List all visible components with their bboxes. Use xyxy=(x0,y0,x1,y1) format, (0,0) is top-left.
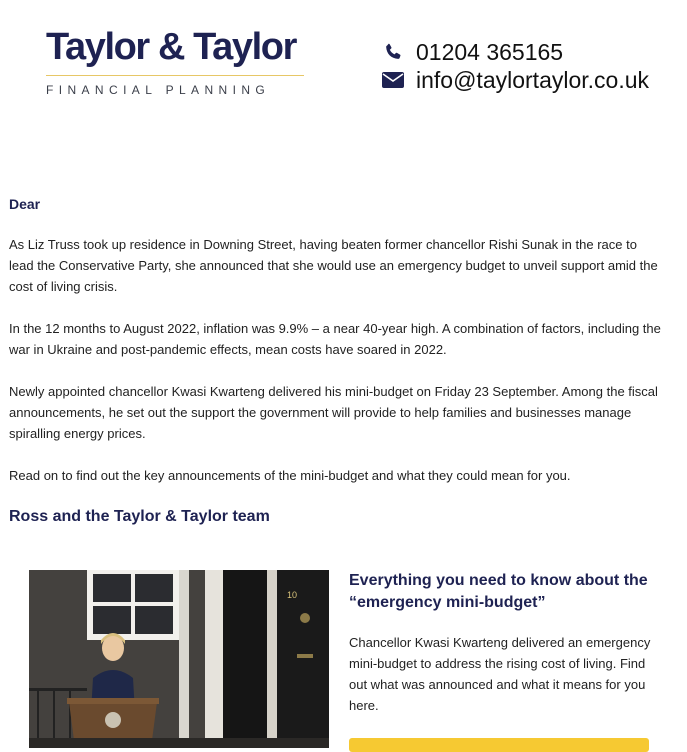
envelope-icon xyxy=(382,69,404,91)
greeting: Dear xyxy=(9,196,41,212)
door-number: 10 xyxy=(287,590,298,600)
email-header xyxy=(0,0,687,140)
phone-icon xyxy=(382,41,404,63)
article-text xyxy=(349,570,654,716)
logo-subtitle: FINANCIAL PLANNING xyxy=(46,83,271,97)
article-photo-downing-street[interactable] xyxy=(29,570,329,748)
email-address: info@taylortaylor.co.uk xyxy=(416,66,650,93)
article-summary: Chancellor Kwasi Kwarteng delivered an emergency mini-budget to address the rising cost of living. Find out what was announced and what it means for you here. xyxy=(349,635,651,713)
article-card xyxy=(29,570,654,748)
taylor-taylor-logo[interactable] xyxy=(46,26,306,97)
signoff: Ross and the Taylor & Taylor team xyxy=(9,508,270,525)
letter-body xyxy=(9,195,664,527)
logo-title: Taylor & Taylor xyxy=(46,26,296,68)
paragraph-minibudget: Newly appointed chancellor Kwasi Kwarteng delivered his mini-budget on Friday 23 September. Among the fiscal announcements, he set out the support the government will provide to help families and businesses manage spiralling energy prices. xyxy=(9,384,658,441)
read-more-button[interactable] xyxy=(349,738,649,752)
email-row[interactable] xyxy=(382,66,649,94)
phone-number: 01204 365165 xyxy=(416,38,564,65)
logo-divider xyxy=(46,75,304,76)
phone-row[interactable] xyxy=(382,38,649,66)
article-title[interactable]: Everything you need to know about the “emergency mini-budget” xyxy=(349,572,648,611)
contact-details xyxy=(382,38,649,94)
paragraph-intro: As Liz Truss took up residence in Downing Street, having beaten former chancellor Rishi Sunak in the race to lead the Conservative Party, she announced that she would use an emergency budget to unveil support amid the cost of living crisis. xyxy=(9,237,658,294)
paragraph-read-on: Read on to find out the key announcements of the mini-budget and what they could mean for you. xyxy=(9,468,571,483)
paragraph-inflation: In the 12 months to August 2022, inflation was 9.9% – a near 40-year high. A combination of factors, including the war in Ukraine and post-pandemic effects, mean costs have soared in 2022. xyxy=(9,321,661,357)
